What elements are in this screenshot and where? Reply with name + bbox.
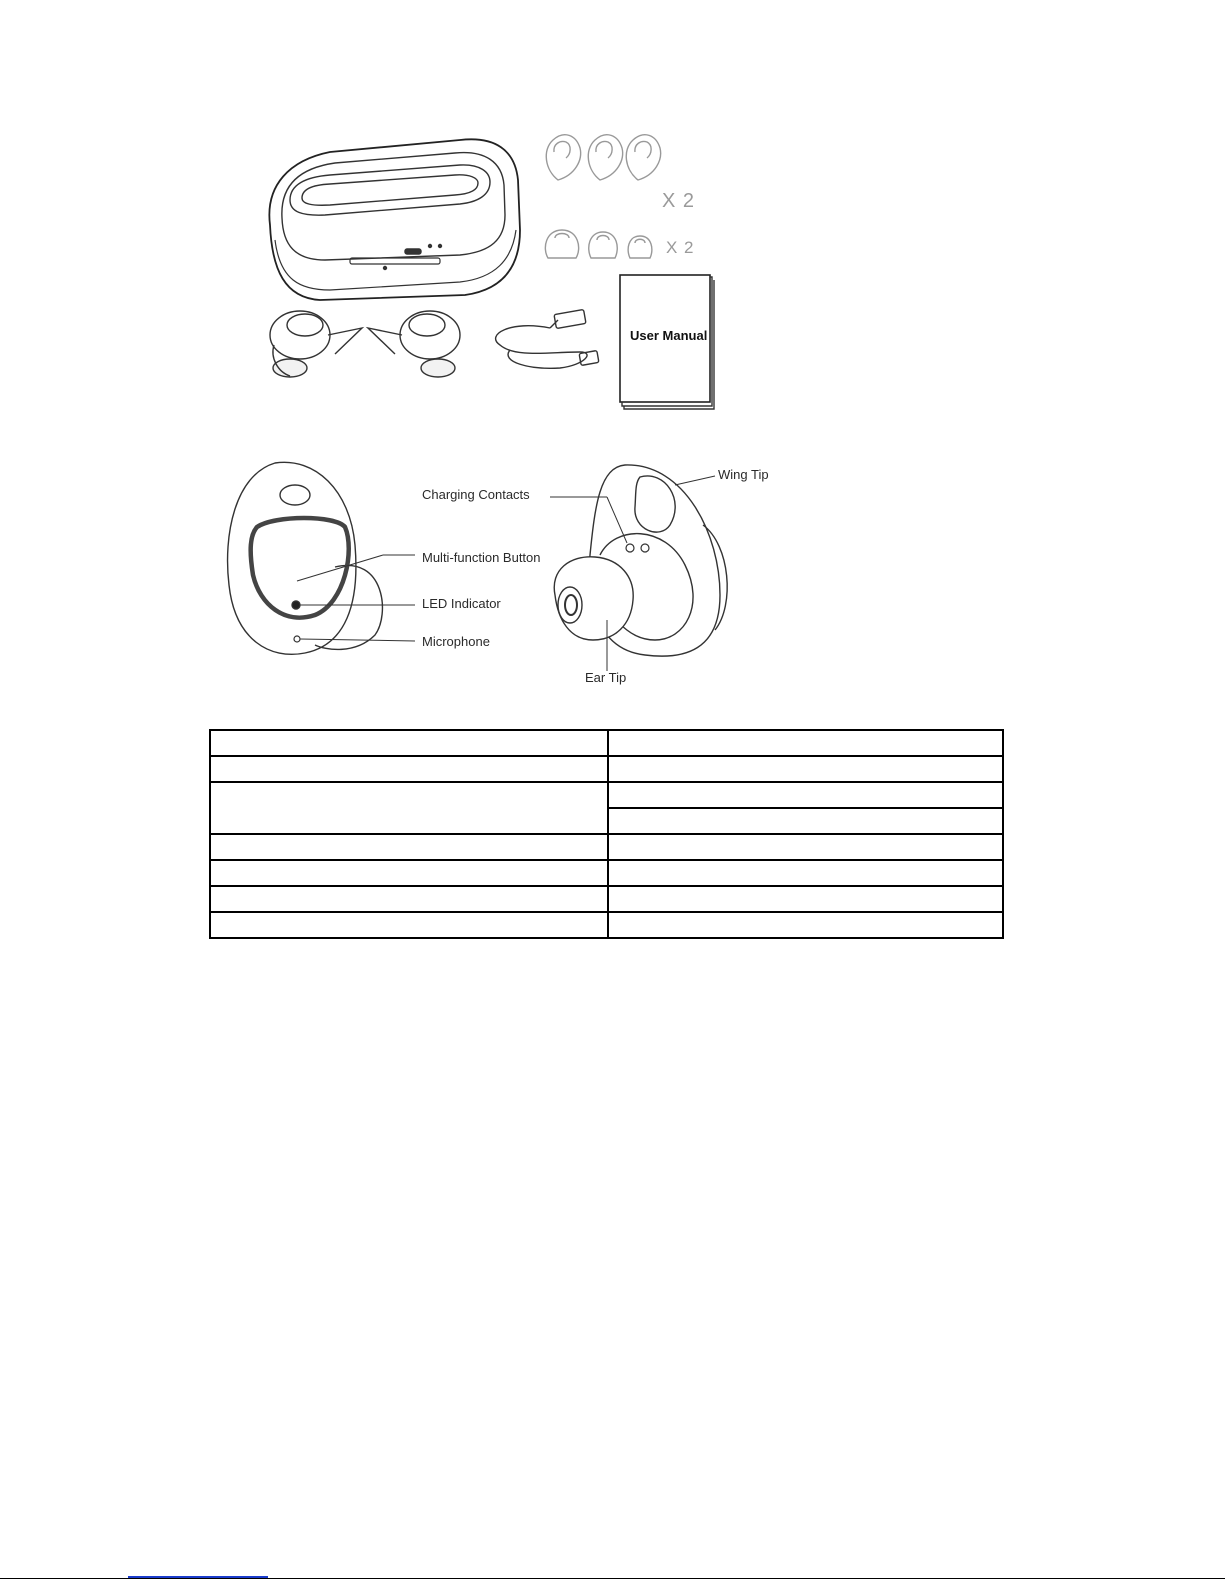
table-row bbox=[210, 860, 1003, 886]
table-cell bbox=[608, 834, 1003, 860]
footer-link-underline[interactable] bbox=[128, 1576, 268, 1578]
table-cell bbox=[608, 756, 1003, 782]
table-cell bbox=[210, 782, 608, 834]
table-cell bbox=[210, 730, 608, 756]
table-cell bbox=[608, 782, 1003, 808]
earbud-diagram-figure bbox=[215, 455, 795, 700]
table-cell bbox=[210, 860, 608, 886]
earbud-side-view bbox=[550, 465, 727, 671]
user-manual-title: User Manual bbox=[630, 328, 708, 343]
wing-tips-illustration bbox=[546, 135, 660, 180]
table-cell bbox=[608, 912, 1003, 938]
callout-ear-tip: Ear Tip bbox=[585, 670, 627, 685]
callout-multi-function-button: Multi-function Button bbox=[422, 550, 541, 565]
table-row bbox=[210, 756, 1003, 782]
wing-tips-quantity: X 2 bbox=[662, 190, 696, 212]
table-row bbox=[210, 834, 1003, 860]
earbud-left-illustration bbox=[270, 311, 362, 377]
table-row bbox=[210, 912, 1003, 938]
callout-led-indicator: LED Indicator bbox=[422, 596, 501, 611]
callout-charging-contacts: Charging Contacts bbox=[422, 487, 530, 502]
charging-case-illustration bbox=[269, 139, 520, 300]
table-cell bbox=[608, 860, 1003, 886]
table-cell bbox=[210, 886, 608, 912]
specifications-table bbox=[209, 729, 1004, 939]
table-row bbox=[210, 730, 1003, 756]
footer-divider bbox=[0, 1578, 1225, 1579]
callout-microphone: Microphone bbox=[422, 634, 490, 649]
table-cell bbox=[210, 834, 608, 860]
table-row bbox=[210, 886, 1003, 912]
table-row bbox=[210, 782, 1003, 808]
table-cell bbox=[210, 756, 608, 782]
earbud-front-view bbox=[228, 462, 415, 654]
table-cell bbox=[608, 808, 1003, 834]
callout-wing-tip: Wing Tip bbox=[718, 467, 769, 482]
table-cell bbox=[608, 886, 1003, 912]
usb-cable-illustration bbox=[496, 310, 599, 369]
ear-tips-quantity: X 2 bbox=[666, 238, 695, 257]
package-contents-figure bbox=[250, 130, 730, 415]
table-cell bbox=[608, 730, 1003, 756]
earbud-right-illustration bbox=[368, 311, 460, 377]
table-cell bbox=[210, 912, 608, 938]
ear-tips-illustration bbox=[545, 230, 652, 258]
